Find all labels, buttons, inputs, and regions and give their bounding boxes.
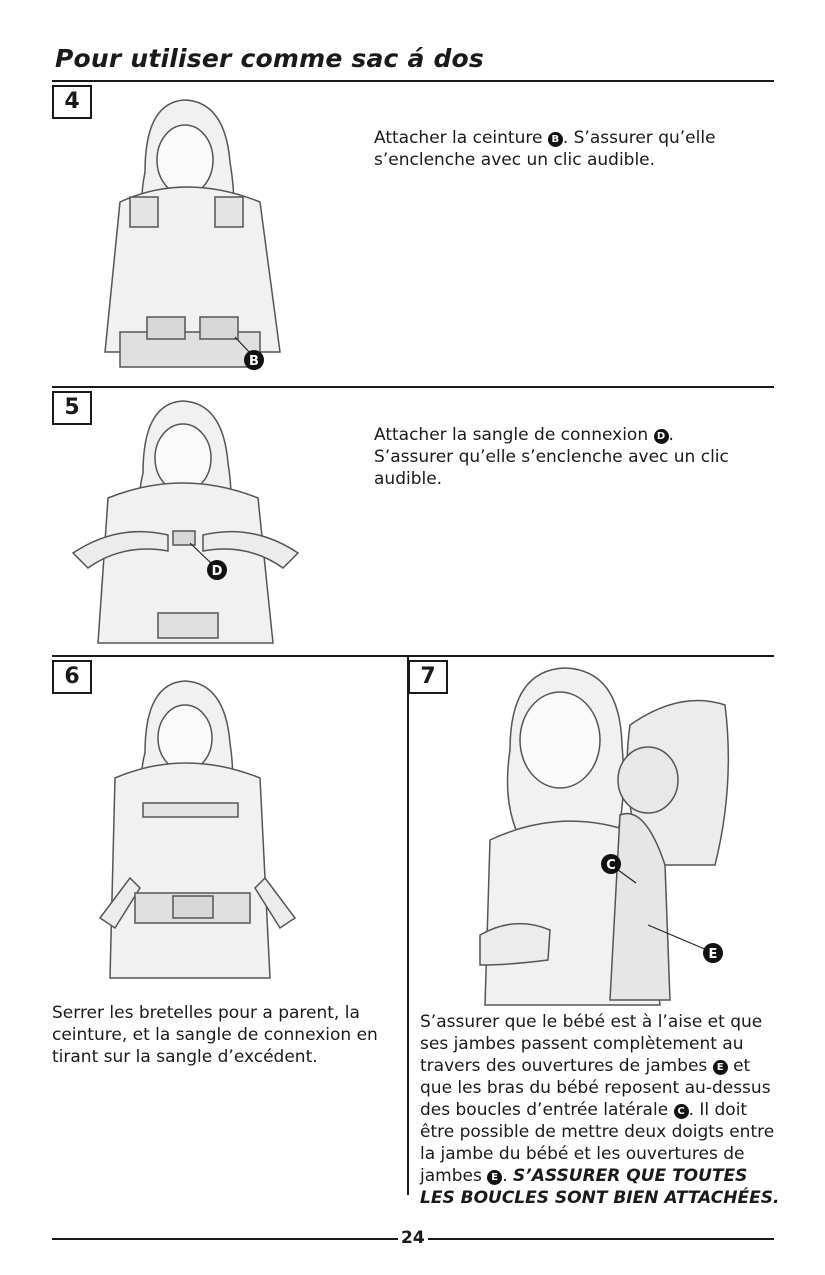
page-number: 24 <box>398 1228 428 1248</box>
step-5-text-part1: Attacher la sangle de connexion <box>374 425 654 445</box>
marker-e-icon: E <box>713 1060 728 1075</box>
callout-e-letter: E <box>708 947 718 962</box>
step-4-text-part1: Attacher la ceinture <box>374 128 548 148</box>
step-7-number: 7 <box>408 660 448 694</box>
marker-e-icon: E <box>487 1170 502 1185</box>
step-7-text-part4: . <box>502 1166 514 1186</box>
title-rule <box>52 80 774 82</box>
step-7-text-part3: . Il doit être possible de mettre deux doigts entre la jambe du bébé et les ouvertures de jambes <box>420 1100 775 1186</box>
step-7-text <box>420 1011 782 1209</box>
step-5-illustration <box>68 393 308 648</box>
step-4-number: 4 <box>52 85 92 119</box>
step-6-number: 6 <box>52 660 92 694</box>
column-divider <box>407 655 409 1195</box>
step-7-warning: S’ASSURER QUE TOUTES LES BOUCLES SONT BIEN ATTACHÉES. <box>420 1166 780 1208</box>
step-7-illustration <box>470 665 760 1007</box>
step-6-text: Serrer les bretelles pour a parent, la ceinture, et la sangle de connexion en tirant sur la sangle d’excédent. <box>52 1003 378 1067</box>
step-5-text <box>374 424 754 490</box>
step-5-text-part2: . S’assurer qu’elle s’enclenche avec un clic audible. <box>374 425 729 489</box>
marker-c-icon: C <box>674 1104 689 1119</box>
step-4-rule <box>52 386 774 388</box>
step-4-text-part2: . S’assurer qu’elle s’enclenche avec un clic audible. <box>374 128 716 170</box>
marker-d-icon: D <box>654 429 669 444</box>
step-4-illustration <box>75 92 315 377</box>
callout-c-letter: C <box>606 858 616 873</box>
callout-b-letter: B <box>249 354 259 369</box>
step-5-number: 5 <box>52 391 92 425</box>
callout-d-letter: D <box>211 564 223 579</box>
step-7-text-part2: et que les bras du bébé reposent au-dessus des boucles d’entrée latérale <box>420 1056 771 1120</box>
step-7-text-part1: S’assurer que le bébé est à l’aise et que ses jambes passent complètement au travers des ouvertures de jambes <box>420 1012 763 1076</box>
step-7-top-rule <box>408 655 774 657</box>
marker-b-icon: B <box>548 132 563 147</box>
step-6-illustration <box>95 678 310 990</box>
step-4-text <box>374 127 754 171</box>
page-title: Pour utiliser comme sac á dos <box>55 44 485 73</box>
